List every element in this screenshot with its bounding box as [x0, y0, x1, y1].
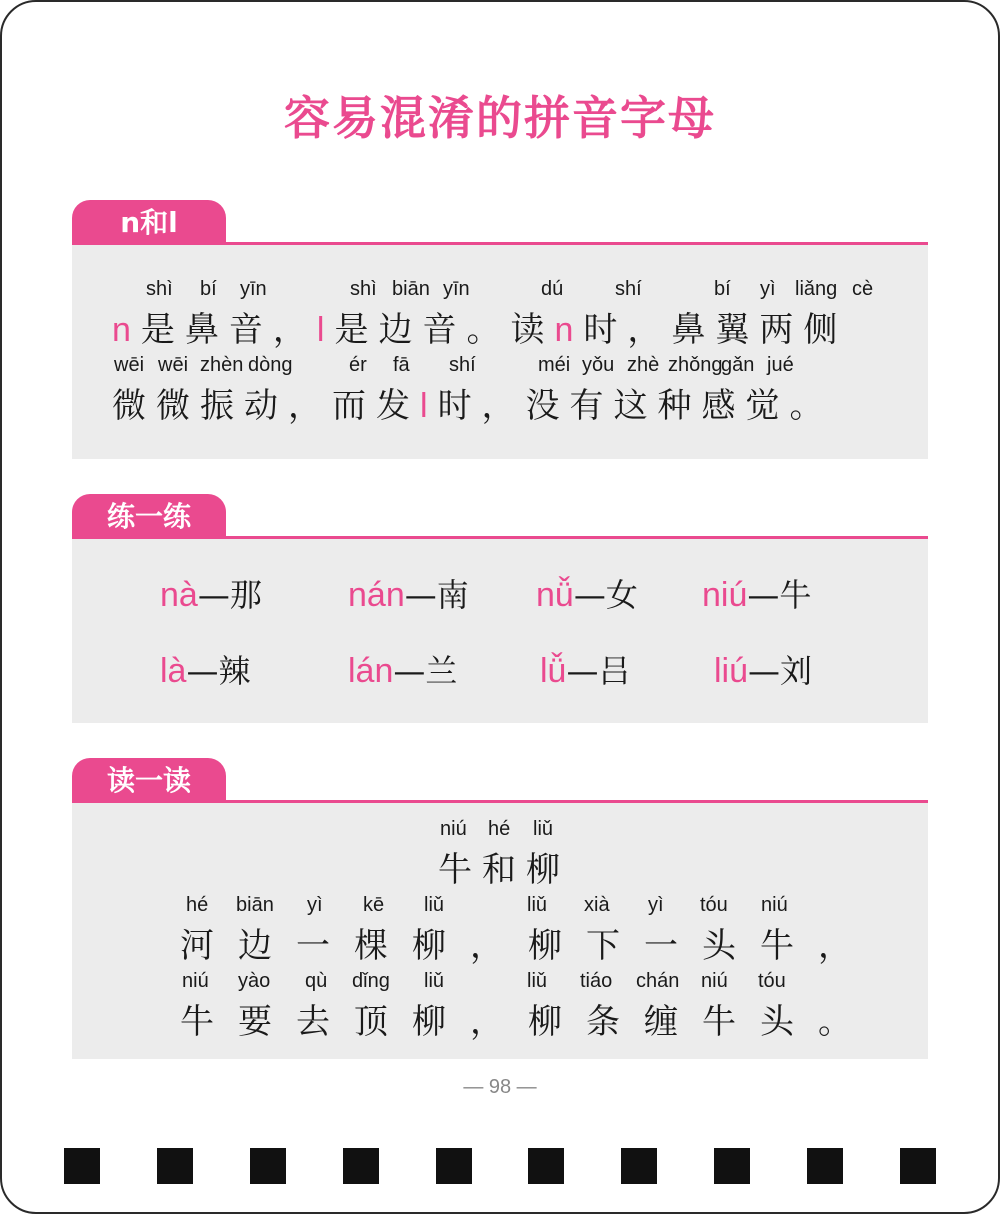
page-number: — 98 — — [463, 1076, 537, 1098]
practice-pair — [348, 570, 469, 616]
pinyin: wēi — [158, 354, 189, 376]
pinyin: niú — [761, 894, 788, 916]
practice-pair — [714, 646, 812, 692]
binding-mark — [807, 1148, 843, 1184]
text-segment: 是鼻音， — [140, 310, 317, 350]
text-segment: 是边音。读 — [334, 310, 555, 350]
explanation-line-1 — [112, 302, 847, 351]
letter-n: n — [112, 311, 141, 349]
binding-mark — [528, 1148, 564, 1184]
pinyin: zhèn — [200, 354, 244, 376]
pinyin: zhè — [627, 354, 660, 376]
pinyin: zhǒng — [668, 354, 723, 376]
pair-char: 辣 — [218, 652, 251, 690]
pinyin: yǒu — [582, 354, 615, 376]
explanation-line-2 — [112, 378, 834, 427]
pinyin: xià — [584, 894, 610, 916]
pair-char: 吕 — [598, 652, 631, 690]
practice-pair — [540, 646, 630, 692]
pinyin: yì — [648, 894, 664, 916]
pinyin: liǔ — [424, 970, 445, 992]
pinyin: niú — [440, 818, 467, 840]
pair-char: 刘 — [780, 652, 813, 690]
binding-mark — [714, 1148, 750, 1184]
pinyin: bí — [714, 278, 731, 300]
poem-title: 牛和柳 — [438, 850, 570, 890]
pinyin: tóu — [758, 970, 786, 992]
binding-mark — [436, 1148, 472, 1184]
pinyin: liǔ — [527, 894, 548, 916]
pinyin: qù — [305, 970, 328, 992]
poem-line-2: 牛要去顶柳，柳条缠牛头。 — [180, 1002, 876, 1042]
pinyin: shì — [350, 278, 377, 300]
pair-pinyin: nán — [348, 576, 405, 614]
pinyin: cè — [852, 278, 874, 300]
binding-mark — [64, 1148, 100, 1184]
pair-char: 兰 — [425, 652, 458, 690]
letter-n: n — [554, 311, 584, 349]
pair-pinyin: lǚ — [540, 652, 567, 690]
practice-pair — [160, 646, 250, 692]
pinyin: biān — [236, 894, 274, 916]
pinyin: chán — [636, 970, 680, 992]
practice-pair — [160, 570, 262, 616]
pair-pinyin: niú — [702, 576, 748, 614]
pair-dash: — — [393, 652, 426, 690]
pinyin: shì — [146, 278, 173, 300]
pinyin: yīn — [443, 278, 470, 300]
pinyin: jué — [767, 354, 794, 376]
pinyin: dòng — [248, 354, 293, 376]
pinyin: dú — [541, 278, 564, 300]
pinyin: tiáo — [580, 970, 613, 992]
pair-dash: — — [186, 652, 219, 690]
practice-pair — [702, 570, 811, 616]
pinyin: shí — [615, 278, 642, 300]
pinyin: liǎng — [795, 278, 838, 300]
pair-char: 牛 — [779, 576, 812, 614]
text-segment: 时，没有这种感觉。 — [437, 386, 834, 426]
pinyin: gǎn — [721, 354, 755, 376]
pinyin: kē — [363, 894, 385, 916]
pinyin: liǔ — [533, 818, 554, 840]
pinyin: shí — [449, 354, 476, 376]
pinyin: dǐng — [352, 970, 390, 992]
binding-mark — [343, 1148, 379, 1184]
pinyin: fā — [393, 354, 410, 376]
binding-mark — [900, 1148, 936, 1184]
section-tab-n-l: n和l — [72, 200, 226, 242]
pinyin: liǔ — [424, 894, 445, 916]
pair-char: 女 — [605, 576, 638, 614]
pair-pinyin: nǚ — [536, 576, 574, 614]
pinyin: hé — [186, 894, 209, 916]
pinyin: hé — [488, 818, 511, 840]
pair-dash: — — [573, 576, 606, 614]
pair-dash: — — [404, 576, 437, 614]
binding-mark — [250, 1148, 286, 1184]
pair-dash: — — [748, 652, 781, 690]
section-box-practice — [72, 536, 928, 723]
poem-line-1: 河边一棵柳，柳下一头牛， — [180, 926, 876, 966]
pinyin: biān — [392, 278, 430, 300]
letter-l: l — [420, 387, 438, 425]
pair-pinyin: nà — [160, 576, 198, 614]
text-segment: 时，鼻翼两侧 — [583, 310, 848, 350]
section-tab-practice: 练一练 — [72, 494, 226, 536]
text-segment: 微微振动，而发 — [112, 386, 420, 426]
pinyin: yì — [307, 894, 323, 916]
pinyin: yào — [238, 970, 271, 992]
pinyin: ér — [349, 354, 367, 376]
pair-dash: — — [197, 576, 230, 614]
binding-mark — [157, 1148, 193, 1184]
pinyin: niú — [182, 970, 209, 992]
pair-dash: — — [747, 576, 780, 614]
pair-char: 那 — [229, 576, 262, 614]
pair-pinyin: là — [160, 652, 187, 690]
pinyin: niú — [701, 970, 728, 992]
binding-mark — [621, 1148, 657, 1184]
pinyin: méi — [538, 354, 571, 376]
pinyin: yīn — [240, 278, 267, 300]
pinyin: yì — [760, 278, 776, 300]
pair-pinyin: liú — [714, 652, 749, 690]
letter-l: l — [316, 311, 335, 349]
section-tab-read: 读一读 — [72, 758, 226, 800]
pair-dash: — — [566, 652, 599, 690]
pair-char: 南 — [436, 576, 469, 614]
pinyin: liǔ — [527, 970, 548, 992]
pair-pinyin: lán — [348, 652, 394, 690]
practice-pair — [536, 570, 638, 616]
pinyin: tóu — [700, 894, 728, 916]
pinyin: bí — [200, 278, 217, 300]
pinyin: wēi — [114, 354, 145, 376]
practice-pair — [348, 646, 457, 692]
page-title: 容易混淆的拼音字母 — [284, 91, 716, 145]
